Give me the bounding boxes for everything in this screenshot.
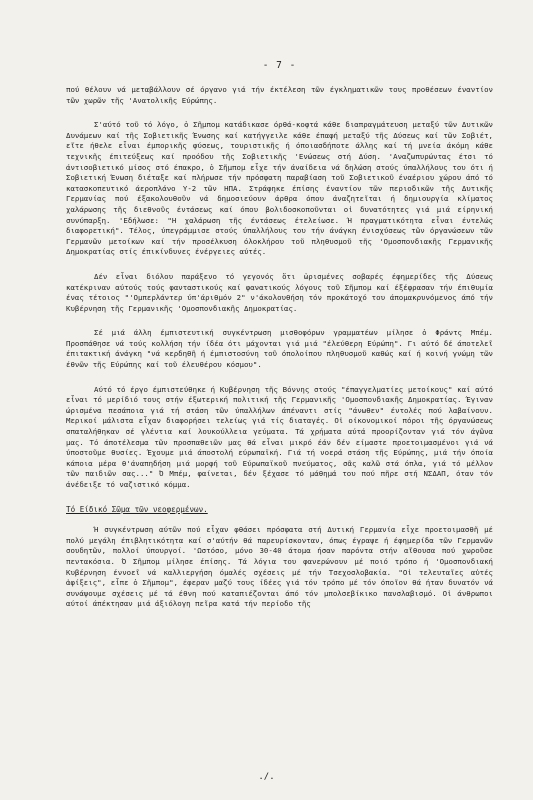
paragraph-newcomers: Ή συγκέντρωση αύτῶν πού εἶχαν φθάσει πρόσφατα στή Δυτική Γερμανία εἶχε προετοιμασθῆ μέ πολύ μεγάλη έπιβλητικότητα καί σ'αύτήν θά παρευρίσκονταν, όπως έγραψε ή έφημερίδα τῶν Γερμανῶν σουδητῶν, πολλοί ύπουργοί. 'Ωστόσο, μόνο 30-40 άτομα ήσαν παρόντα στήν αἴθουσα πού χωροῦσε πεντακόσια. Ό Σῆμπομ μίλησε έπίσης. Τά λόγια του φανερώνουν μέ ποιό τρόπο ή 'Ομοσπονδιακή Κυβέρνηση έννοεῖ νά καλλιεργήση όμαλές σχέσεις μέ τήν Τσεχοσλοβακία. "Οἱ τελευταῖες αὐτές ἀφίξεις", εἶπε ὁ Σῆμπομ", έφεραν μαζύ τους ίδέες γιά τόν τρόπο μέ τόν όποῖον θά ήταν δυνατόν νά συνάψουμε σχέσεις μέ τά έθνη πού καταπιέζονται άπό τόν μπολσεβίκικο πανσλαβισμό. Οἱ άνθρωποι αύτοί άπέκτησαν μιά άξιόλογη πεῖρα κατά τήν περίοδο τῆς	[66, 525, 493, 609]
section-title: Τό Είδικό Σῶμα τῶν νεοφερμένων.	[66, 504, 208, 514]
paragraph-boehm-speech: Σέ μιά άλλη έμπιστευτική συγκέντρωση μισθοφόρων γραμματέων μίλησε ὁ Φράντς Μπέμ. Προσπάθησε νά τούς κολλήση τήν ίδέα ότι μάχονται γιά μιά "έλεύθερη Εύρώπη". Γι αύτό δέ άποτελεῖ έπιτακτική άνάγκη "νά κερδηθῆ ή έμπιστοσύνη τοῦ όπολοίπου πληθυσμοῦ καθώς καί ή κοινή γνώμη τῶν έθνῶν τῆς Εύρώπης καί τοῦ έλευθέρου κόσμου".	[66, 328, 493, 370]
paragraph-seebohm-speech: Σ'αύτό τοῦ τό λόγο, ὁ Σῆμπομ κατάδικασε όρθά-κοφτά κάθε διαπραγμάτευση μεταξύ τῶν Δυτικῶν Δυνάμεων καί τῆς Σοβιετικῆς Ένωσης καί κατήγγειλε κάθε έπαφή μεταξύ τῆς Δύσεως καί τῶν Σοβιέτ, εἴτε ήθελε εἶναι έμπορικῆς φύσεως, τουριστικῆς ή όποιασδήποτε άλλης καί τή μνεία άκόμη κάθε τεχνικῆς έπιτεύξεως καί προόδου τῆς Σοβιετικῆς 'Ενώσεως στή Δύση. 'Αναζωπυρώντας έτσι τό άντισοβιετικό μίσος στό έπακρο, ὁ Σῆμπομ εἶχε τήν άναίδεια νά δηλώση στούς ύπαλλήλους του ότι ή Σοβιετική Ένωση διέταξε καί πλήρωσε τήν πρόσφατη παραβίαση τοῦ Σοβιετικοῦ έναέριου χώρου άπό τό κατασκοπευτικό άεροπλάνο Υ-2 τῶν ΗΠΑ. Στράφηκε έπίσης έναντίον τῶν περιοδικῶν τῆς Δυτικῆς Γερμανίας πού έξακολουθοῦν νά δημοσιεύουν άρθρα όπου άναζητεῖται ή δημιουργία κλίματος χαλάρωσης τῆς διεθνοῦς έντάσεως καί όπου βολιδοσκοποῦνται οἱ δυνατότητες γιά μιά είρηνική συνύπαρξη. 'Εδήλωσε: "Η χαλάρωση τῆς έντάσεως έτελείωσε. Ή πραγματικότητα εἶναι έντελώς διαφορετική". Τέλος, ύπεγράμμισε στούς ύπαλλήλους του τήν άνάγκη ένισχύσεως τῶν όργανώσεων τῶν Γερμανῶν μετοίκων καί τήν προσέλκυση όλοκλήρου τοῦ πληθυσμοῦ τῆς 'Ομοσπονδιακῆς Γερμανικῆς Δημοκρατίας στίς έπικίνδυνες ένέργειες αύτές.	[66, 120, 493, 257]
paragraph-continuation: πού θέλουν νά μεταβάλλουν σέ όργανο γιά τήν έκτέλεση τῶν έγκληματικῶν τους προθέσεων έναντίον τῶν χωρῶν τῆς 'Ανατολικῆς Εύρώπης.	[66, 85, 493, 105]
continuation-mark: ./.	[258, 772, 275, 782]
paragraph-western-press: Δέν εἶναι διόλου παράξενο τό γεγονός ὅτι ὡρισμένες σοβαρές έφημερίδες τῆς Δύσεως κατέκριναν αύτούς τούς φανταστικούς καί φανατικούς λόγους τοῦ Σῆμπομ καί έξέφρασαν τήν έπιθυμία ένας τέτοιος "'Ομπερλάντερ ύπ'άριθμόν 2" ν'άκολουθήση τόν προκάτοχό του άπομακρυνόμενος άπό τήν Κυβέρνηση τῆς Γερμανικῆς 'Ομοσπονδιακῆς Δημοκρατίας.	[66, 271, 493, 313]
paragraph-bonn-government: Αύτό τό έργο έμπιστεύθηκε ή Κυβέρνηση τῆς Βόννης στούς "έπαγγελματίες μετοίκους" καί αύτό εἶναι τό μερίδιό τους στήν έξωτερική πολιτική τῆς Γερμανικῆς 'Ομοσπονδιακῆς Δημοκρατίας. Έγιναν ώρισμένα πεσάποια γιά τή στάση τῶν ύπαλλήλων άπέναντι στίς "άνωθεν" έντολές πού λαβαίνουν. Μερικοί μάλιστα εἶχαν διαφορήσει τελείως γιά τίς διαταγές. Οἱ οίκονομικοί πόροι τῆς όργανώσεως σπαταλήθηκαν σέ γλέντια καί λουκούλλεια γεύματα. Τά χρήματα αύτά προορίζονταν γιά τόν άγῶνα μας. Τό άποτέλεσμα τῶν προσπαθειῶν μας θά εἶναι μικρό έάν δέν είμαστε προετοιμασμένοι γιά νά ύποστοῦμε θυσίες. Έχουμε μιά άποστολή εύρωπαϊκή. Γιά τή νοερά στάση τῆς Εύρώπης, μιά τήν όποία κάποια μέρα θ'άναπηδήση μιά μορφή τοῦ Εύρωπαϊκοῦ πνεύματος, σᾶς καλῶ στά όπλα, γιά τό μέλλον τῶν παιδιῶν σας..." Ό Μπέμ, φαίνεται, δέν ξέχασε τό μάθημά του πού πῆρε στή ΝΣΔΑΠ, όταν τόν άνέδειξε τό ναζιστικό κόμμα.	[66, 384, 493, 489]
page-number: - 7 -	[262, 60, 297, 71]
